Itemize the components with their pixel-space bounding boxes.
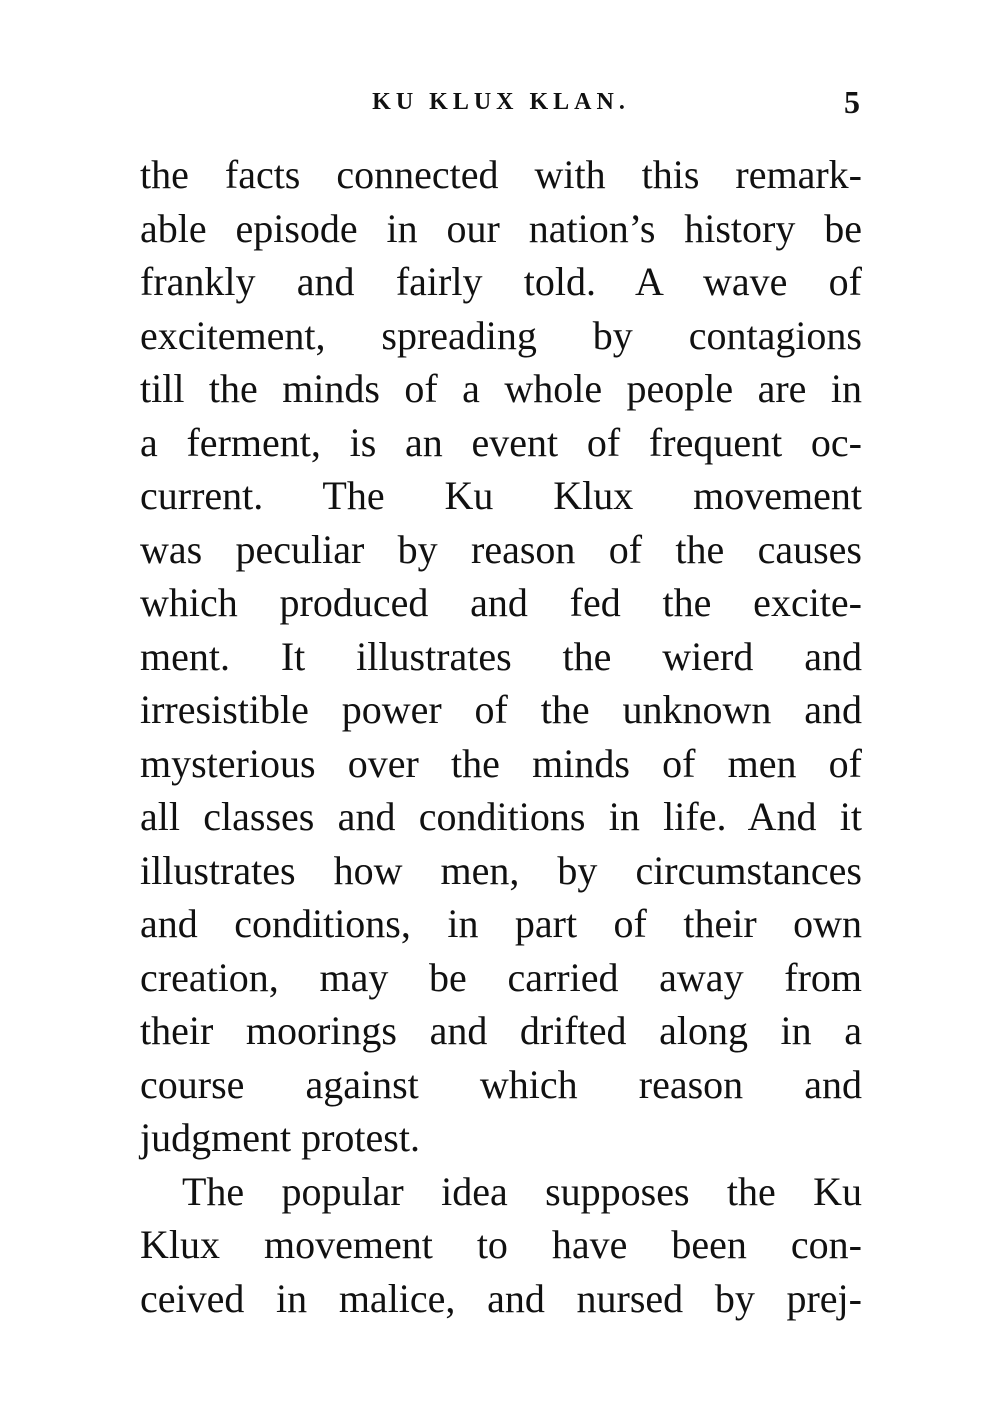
text-line: the facts connected with this remark-: [140, 152, 862, 197]
paragraph-2: [140, 1165, 862, 1326]
text-line: all classes and conditions in life. And it: [140, 794, 862, 839]
paragraph-1: [140, 148, 862, 1165]
text-line: illustrates how men, by circumstances: [140, 847, 862, 893]
text-line: excitement, spreading by contagions: [140, 312, 862, 358]
page-number: 5: [844, 84, 860, 120]
text-line: The popular idea supposes the Ku: [182, 1168, 862, 1214]
text-line: ment. It illustrates the wierd and: [140, 633, 862, 679]
text-line: judgment protest.: [140, 1115, 420, 1160]
text-line: creation, may be carried away from: [140, 954, 862, 1000]
text-line: able episode in our nation’s history be: [140, 205, 862, 251]
text-line: current. The Ku Klux movement: [140, 473, 862, 518]
text-line: their moorings and drifted along in a: [140, 1008, 862, 1053]
text-line: a ferment, is an event of frequent oc-: [140, 419, 862, 465]
text-line: which produced and fed the excite-: [140, 580, 862, 625]
text-line: was peculiar by reason of the causes: [140, 526, 862, 572]
text-line: course against which reason and: [140, 1061, 862, 1107]
text-line: frankly and fairly told. A wave of: [140, 259, 862, 304]
text-line: till the minds of a whole people are in: [140, 366, 862, 411]
body-text: [140, 148, 862, 1325]
text-line: Klux movement to have been con-: [140, 1222, 862, 1267]
running-title: KU KLUX KLAN.: [372, 89, 630, 115]
text-line: and conditions, in part of their own: [140, 901, 862, 946]
text-line: ceived in malice, and nursed by prej-: [140, 1275, 862, 1321]
text-line: irresistible power of the unknown and: [140, 687, 862, 732]
running-head: [140, 84, 862, 120]
text-line: mysterious over the minds of men of: [140, 740, 862, 786]
